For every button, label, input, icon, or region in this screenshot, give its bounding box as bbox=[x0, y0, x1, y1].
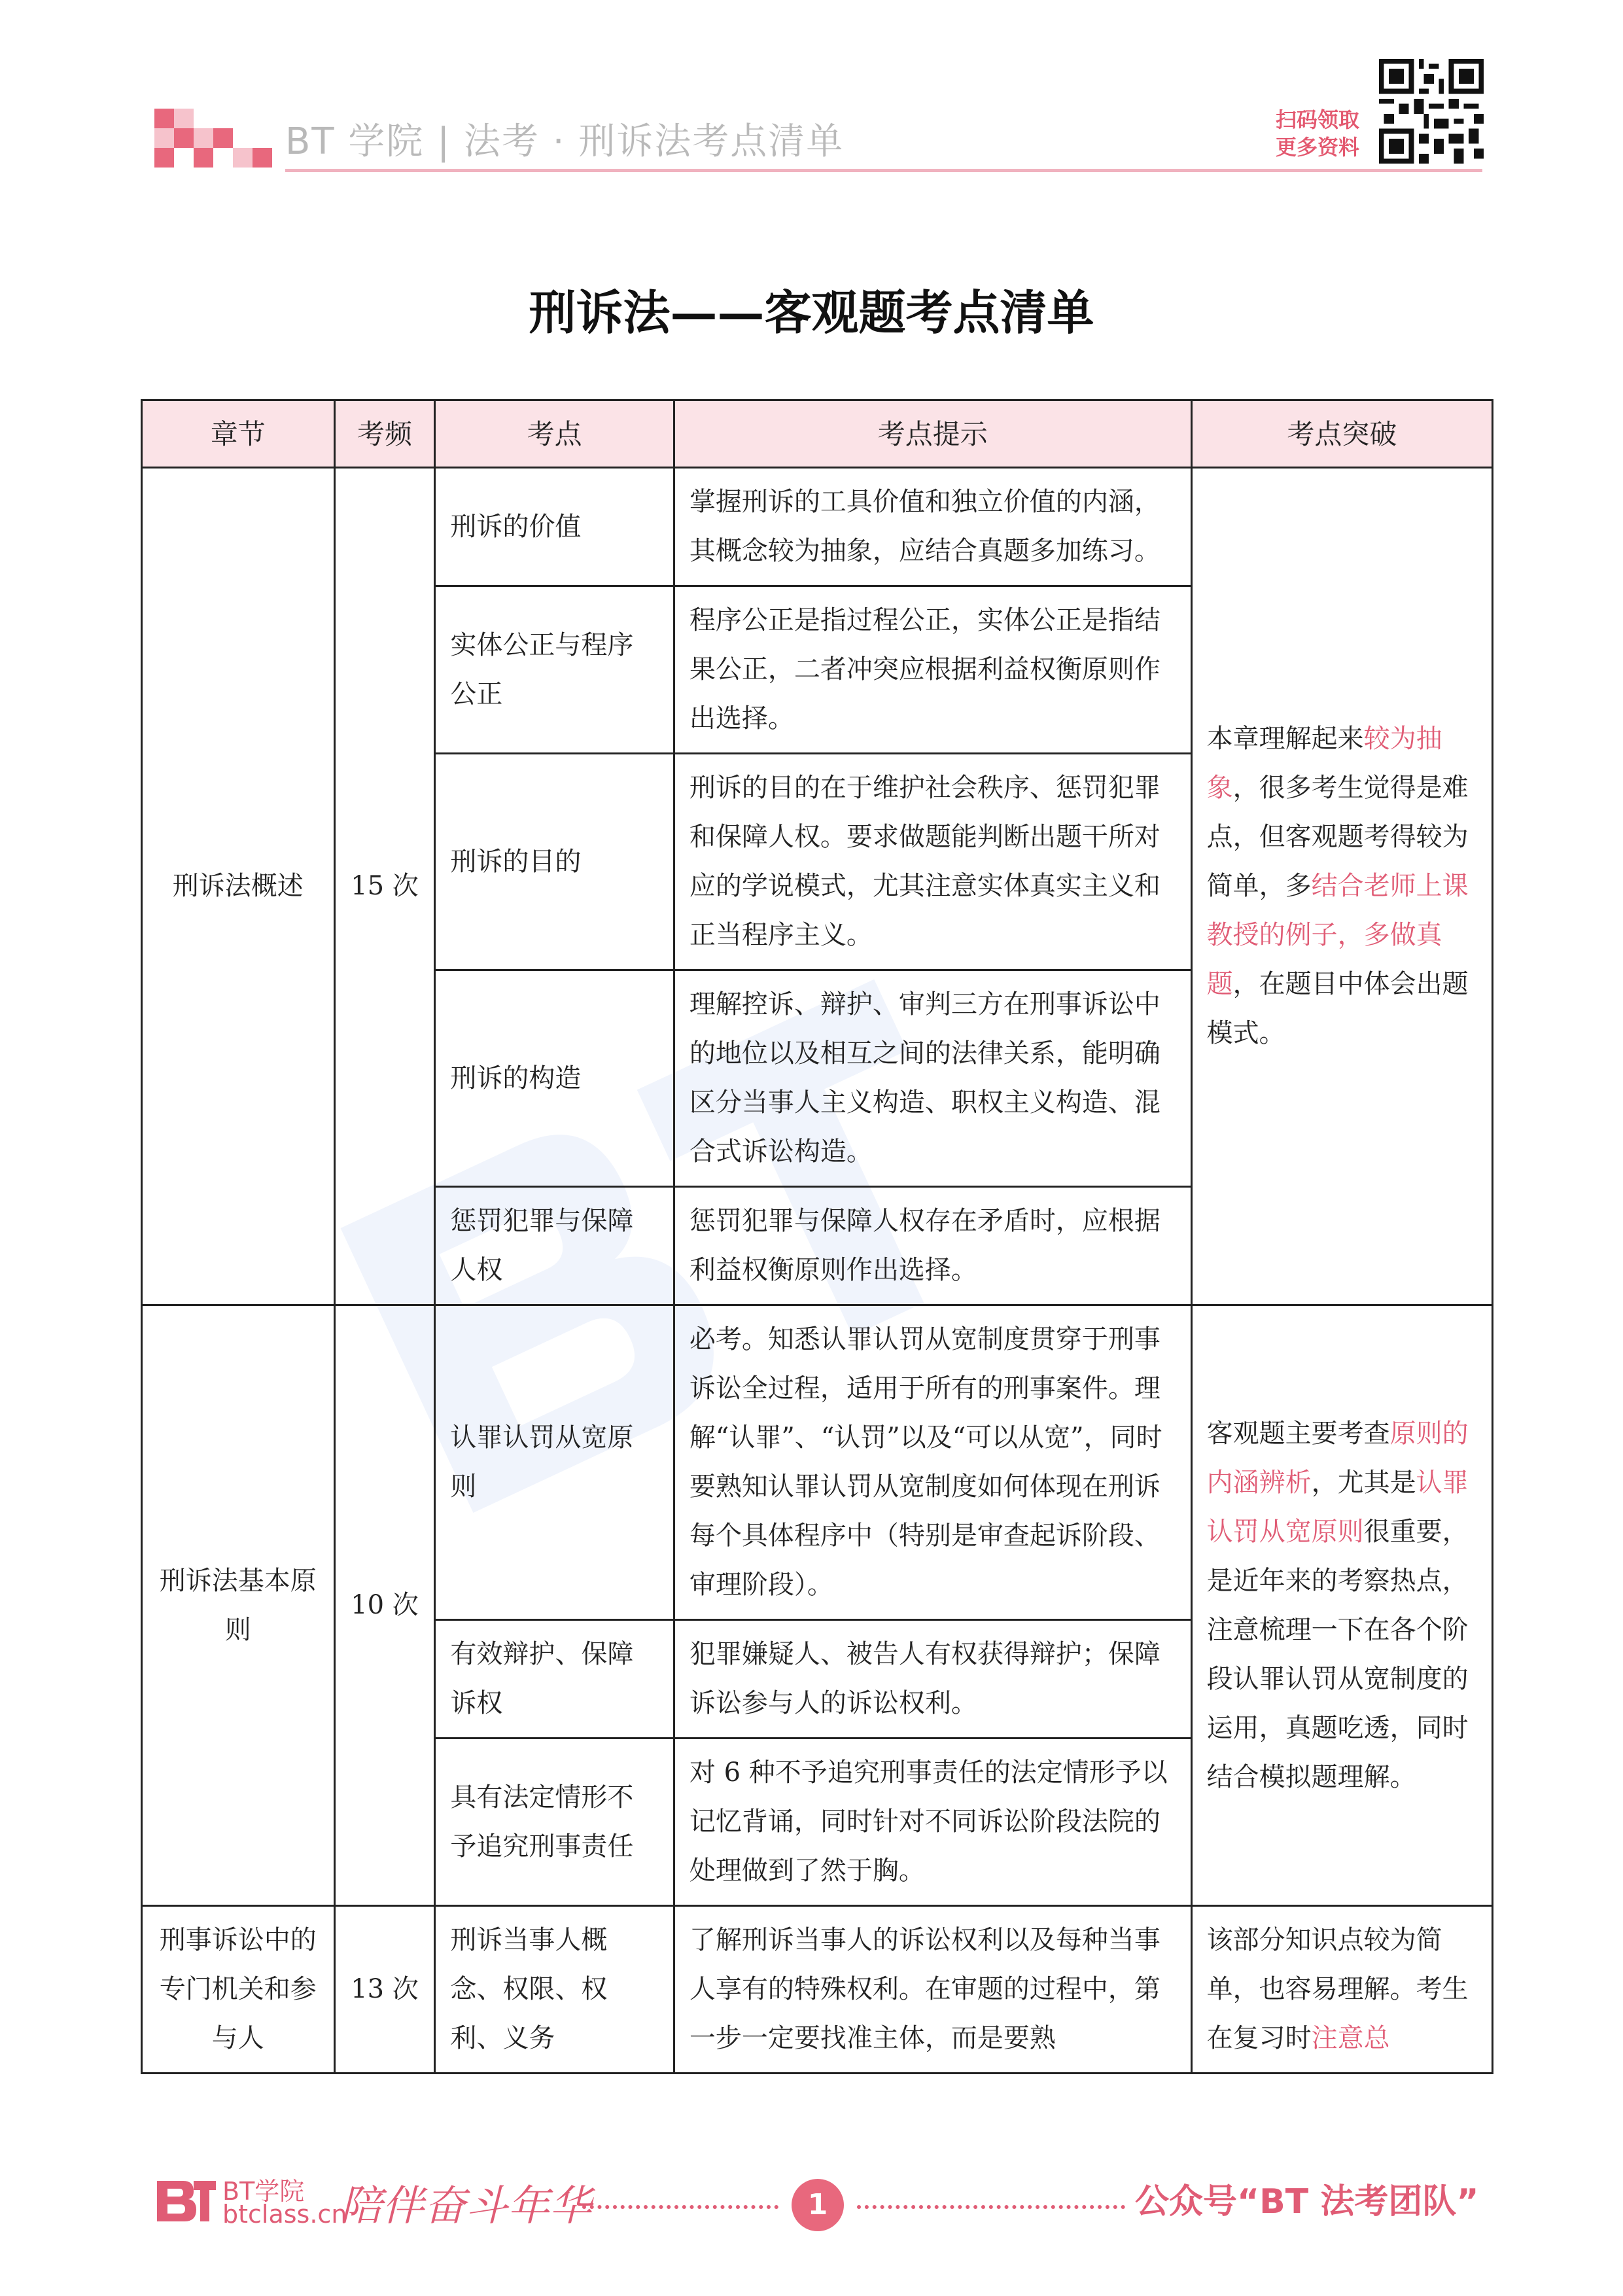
point-cell: 认罪认罚从宽原则 bbox=[435, 1305, 674, 1620]
col-header-point: 考点 bbox=[435, 400, 674, 468]
breakthrough-cell bbox=[1191, 1906, 1492, 2074]
tip-cell: 程序公正是指过程公正，实体公正是指结果公正，二者冲突应根据利益权衡原则作出选择。 bbox=[674, 586, 1191, 754]
point-cell: 刑诉的价值 bbox=[435, 468, 674, 586]
tip-cell: 惩罚犯罪与保障人权存在矛盾时，应根据利益权衡原则作出选择。 bbox=[674, 1187, 1191, 1305]
frequency-cell: 10 次 bbox=[334, 1305, 435, 1906]
table-header-row bbox=[142, 400, 1493, 468]
breakthrough-text: 本章理解起来 bbox=[1206, 724, 1364, 754]
footer-slogan: 陪伴奋斗年华 bbox=[340, 2182, 591, 2231]
chapter-cell: 刑事诉讼中的专门机关和参与人 bbox=[142, 1906, 335, 2074]
col-header-tip: 考点提示 bbox=[674, 400, 1191, 468]
header-scan-text bbox=[1276, 106, 1359, 161]
tip-cell: 对 6 种不予追究刑事责任的法定情形予以记忆背诵，同时针对不同诉讼阶段法院的处理做到了然于胸。 bbox=[674, 1739, 1191, 1906]
footer-brand-url[interactable]: btclass.cn bbox=[222, 2200, 347, 2229]
point-cell: 具有法定情形不予追究刑事责任 bbox=[435, 1739, 674, 1906]
table-row bbox=[142, 1305, 1493, 1620]
highlight-text: 注意总 bbox=[1311, 2023, 1390, 2053]
col-header-breakthrough: 考点突破 bbox=[1191, 400, 1492, 468]
scan-line-2: 更多资料 bbox=[1276, 135, 1360, 160]
footer-dots-right bbox=[857, 2205, 1125, 2209]
breakthrough-cell bbox=[1191, 1305, 1492, 1906]
table-row bbox=[142, 1906, 1493, 2074]
breakthrough-text: ，尤其是 bbox=[1311, 1467, 1416, 1498]
point-cell: 实体公正与程序公正 bbox=[435, 586, 674, 754]
breakthrough-text: ，在题目中体会出题模式。 bbox=[1206, 969, 1469, 1048]
tip-cell: 了解刑诉当事人的诉讼权利以及每种当事人享有的特殊权利。在审题的过程中，第一步一定要找准主体，而是要熟 bbox=[674, 1906, 1191, 2074]
tip-cell: 必考。知悉认罪认罚从宽制度贯穿于刑事诉讼全过程，适用于所有的刑事案件。理解“认罪”、“认罚”以及“可以从宽”，同时要熟知认罪认罚从宽制度如何体现在刑诉每个具体程序中（特别是审查起诉阶段、审理阶段）。 bbox=[674, 1305, 1191, 1620]
breakthrough-text: 该部分知识点较为简单，也容易理解。考生在复习时 bbox=[1206, 1925, 1469, 2053]
breakthrough-cell bbox=[1191, 468, 1492, 1305]
col-header-chapter: 章节 bbox=[142, 400, 335, 468]
highlight-text: 结合老师上课教授的例子，多做真题 bbox=[1206, 871, 1469, 999]
tip-cell: 理解控诉、辩护、审判三方在刑事诉讼中的地位以及相互之间的法律关系，能明确区分当事人主义构造、职权主义构造、混合式诉讼构造。 bbox=[674, 970, 1191, 1187]
header-divider bbox=[285, 169, 1482, 172]
breakthrough-text: 很重要，是近年来的考察热点，注意梳理一下在各个阶段认罪认罚从宽制度的运用，真题吃透，同时结合模拟题理解。 bbox=[1206, 1516, 1469, 1792]
frequency-cell: 15 次 bbox=[334, 468, 435, 1305]
header-title: BT 学院 | 法考 · 刑诉法考点清单 bbox=[285, 120, 845, 163]
chapter-cell: 刑诉法基本原则 bbox=[142, 1305, 335, 1906]
footer-brand-name: BT学院 bbox=[222, 2177, 305, 2206]
point-cell: 惩罚犯罪与保障人权 bbox=[435, 1187, 674, 1305]
table-row bbox=[142, 468, 1493, 586]
header-logo-squares bbox=[154, 109, 279, 174]
point-cell: 刑诉的构造 bbox=[435, 970, 674, 1187]
point-cell: 有效辩护、保障诉权 bbox=[435, 1620, 674, 1739]
breakthrough-text: 客观题主要考查 bbox=[1206, 1418, 1390, 1449]
scan-line-1: 扫码领取 bbox=[1276, 107, 1360, 132]
footer-dots-left bbox=[582, 2205, 778, 2209]
footer-public-account: 公众号“BT 法考团队” bbox=[1135, 2182, 1479, 2221]
bt-logo-icon bbox=[154, 2176, 217, 2225]
qr-code-icon[interactable] bbox=[1379, 59, 1484, 164]
point-cell: 刑诉当事人概念、权限、权利、义务 bbox=[435, 1906, 674, 2074]
col-header-frequency: 考频 bbox=[334, 400, 435, 468]
document-title: 刑诉法——客观题考点清单 bbox=[529, 285, 1094, 340]
tip-cell: 犯罪嫌疑人、被告人有权获得辩护；保障诉讼参与人的诉讼权利。 bbox=[674, 1620, 1191, 1739]
highlight-text: 较为抽象 bbox=[1206, 724, 1442, 803]
highlight-text: 原则的内涵辨析 bbox=[1206, 1418, 1469, 1498]
page-number: 1 bbox=[792, 2179, 844, 2231]
tip-cell: 刑诉的目的在于维护社会秩序、惩罚犯罪和保障人权。要求做题能判断出题干所对应的学说模式，尤其注意实体真实主义和正当程序主义。 bbox=[674, 754, 1191, 970]
point-cell: 刑诉的目的 bbox=[435, 754, 674, 970]
tip-cell: 掌握刑诉的工具价值和独立价值的内涵，其概念较为抽象，应结合真题多加练习。 bbox=[674, 468, 1191, 586]
table-body bbox=[142, 468, 1493, 2074]
chapter-cell: 刑诉法概述 bbox=[142, 468, 335, 1305]
frequency-cell: 13 次 bbox=[334, 1906, 435, 2074]
highlight-text: 认罪认罚从宽原则 bbox=[1206, 1467, 1469, 1547]
key-points-table bbox=[141, 399, 1493, 2074]
breakthrough-text: ，很多考生觉得是难点，但客观题考得较为简单，多 bbox=[1206, 773, 1469, 901]
